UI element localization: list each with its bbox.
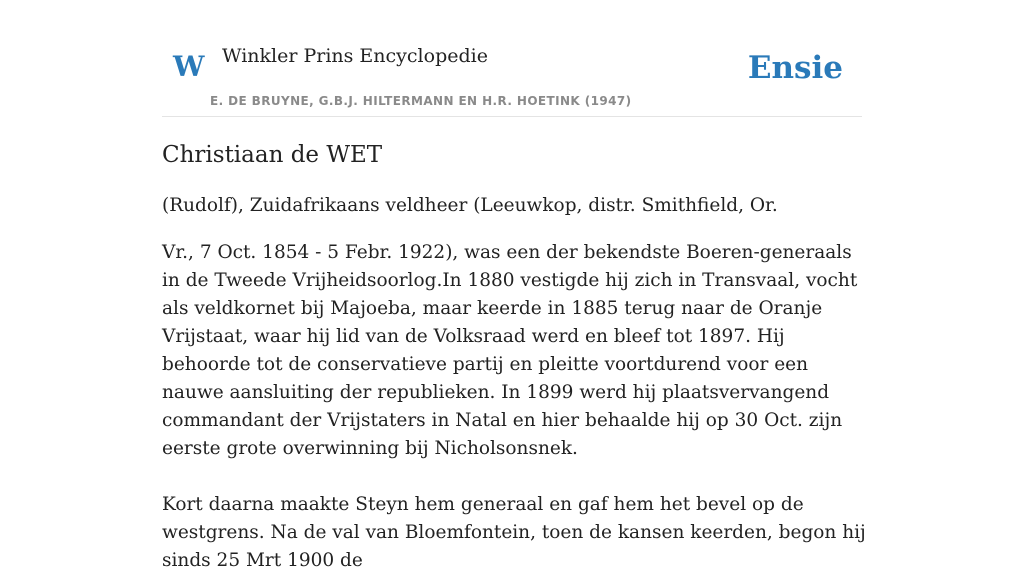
- winkler-prins-logo[interactable]: W: [173, 50, 205, 83]
- article-title: Christiaan de WET: [162, 142, 383, 168]
- article-paragraph: (Rudolf), Zuidafrikaans veldheer (Leeuwkop, distr. Smithfield, Or.: [162, 195, 778, 216]
- article-paragraph: Vr., 7 Oct. 1854 - 5 Febr. 1922), was een der bekendste Boeren-generaals in de Tweede Vrijheidsoorlog.In 1880 vestigde hij zich in Transvaal, vocht als veldkornet bij Majoeba, maar keerde in 1885 terug naar de Oranje Vrijstaat, waar hij lid van de Volksraad werd en bleef tot 1897. Hij behoorde tot de conservatieve partij en pleitte voortdurend voor een nauwe aansluiting der republieken. In 1899 werd hij plaatsvervangend commandant der Vrijstaters in Natal en hier behaalde hij op 30 Oct. zijn eerste grote overwinning bij Nicholsonsnek.: [162, 242, 858, 459]
- article: [162, 140, 866, 575]
- article-paragraph: Kort daarna maakte Steyn hem generaal en gaf hem het bevel op de westgrens. Na de val van Bloemfontein, toen de kansen keerden, begon hij sinds 25 Mrt 1900 de: [162, 494, 866, 571]
- ensie-logo-link[interactable]: Ensie: [747, 50, 843, 86]
- site-header: [162, 36, 862, 117]
- authors-byline: E. DE BRUYNE, G.B.J. HILTERMANN EN H.R. HOETINK (1947): [210, 94, 632, 108]
- encyclopedia-title-link[interactable]: Winkler Prins Encyclopedie: [222, 45, 488, 67]
